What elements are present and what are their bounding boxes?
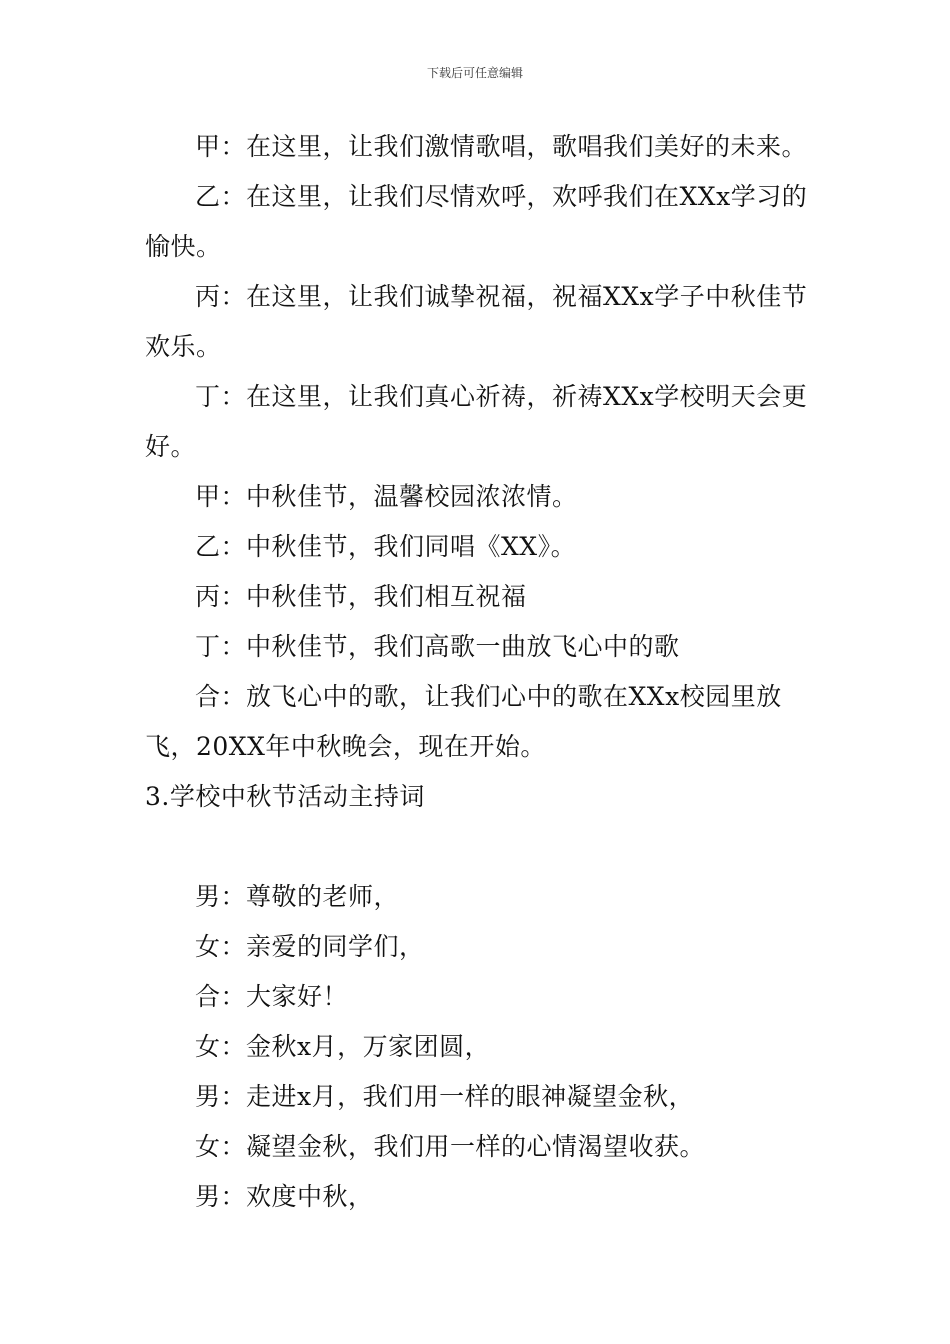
paragraph: 合：大家好！	[195, 982, 349, 1011]
section-title: 3.学校中秋节活动主持词	[145, 782, 425, 811]
paragraph: 丁：中秋佳节，我们高歌一曲放飞心中的歌	[195, 632, 680, 661]
paragraph: 甲：在这里，让我们激情歌唱，歌唱我们美好的未来。	[195, 132, 808, 161]
page-header: 下载后可任意编辑	[426, 66, 523, 80]
document-body	[145, 122, 815, 1222]
paragraph: 女：金秋x月，万家团圆，	[195, 1032, 491, 1061]
paragraph: 女：亲爱的同学们，	[195, 932, 425, 961]
paragraph: 合：放飞心中的歌，让我们心中的歌在XXx校园里放飞，20XX年中秋晚会，现在开始。	[145, 682, 782, 761]
spacer	[145, 822, 815, 872]
paragraph: 男：欢度中秋，	[195, 1182, 374, 1211]
paragraph: 男：尊敬的老师，	[195, 882, 400, 911]
paragraph: 甲：中秋佳节，温馨校园浓浓情。	[195, 482, 578, 511]
paragraph: 女：凝望金秋，我们用一样的心情渴望收获。	[195, 1132, 706, 1161]
paragraph: 丁：在这里，让我们真心祈祷，祈祷XXx学校明天会更好。	[145, 382, 808, 461]
paragraph: 乙：中秋佳节，我们同唱《XX》。	[195, 532, 577, 561]
paragraph: 乙：在这里，让我们尽情欢呼，欢呼我们在XXx学习的愉快。	[145, 182, 808, 261]
paragraph: 丙：中秋佳节，我们相互祝福	[195, 582, 527, 611]
paragraph: 丙：在这里，让我们诚挚祝福，祝福XXx学子中秋佳节欢乐。	[145, 282, 808, 361]
paragraph: 男：走进x月，我们用一样的眼神凝望金秋，	[195, 1082, 695, 1111]
